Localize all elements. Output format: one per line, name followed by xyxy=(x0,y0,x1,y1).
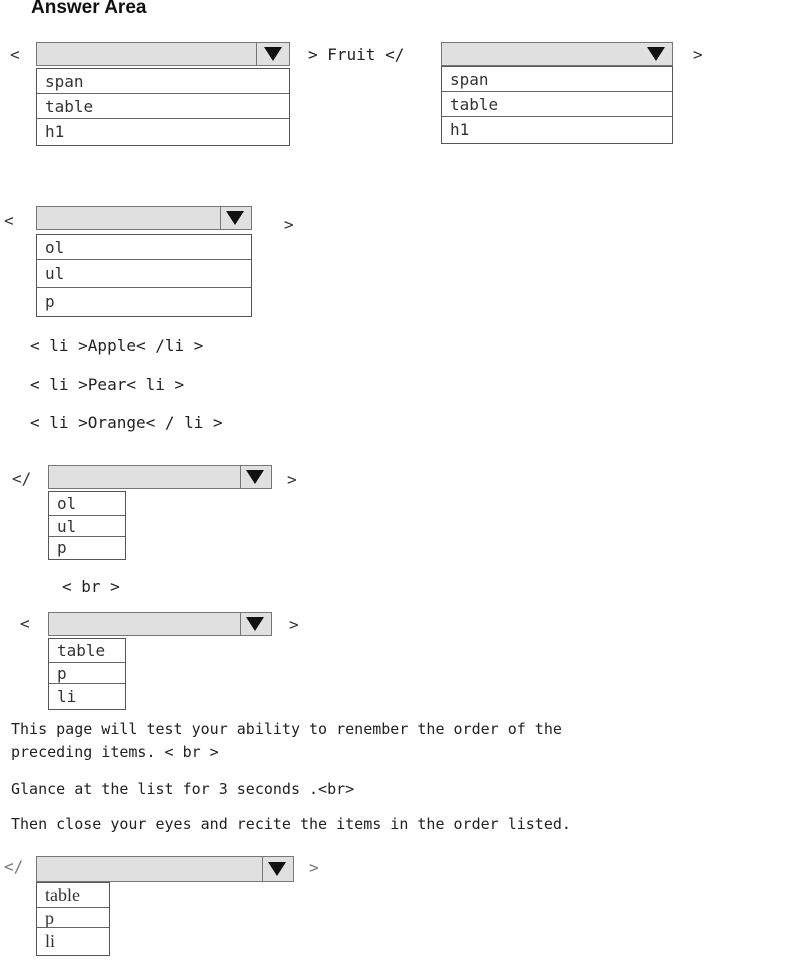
close-bracket: > xyxy=(284,215,294,234)
dropdown-option[interactable]: ul xyxy=(49,516,125,537)
br-line: < br > xyxy=(62,577,120,596)
chevron-down-icon[interactable] xyxy=(647,47,665,61)
li-orange-line: < li >Orange< / li > xyxy=(30,413,223,432)
paragraph-line-3: Glance at the list for 3 seconds .<br> xyxy=(11,780,355,798)
dropdown-option[interactable]: p xyxy=(37,908,109,928)
dropdown-header[interactable] xyxy=(36,42,290,66)
chevron-down-icon[interactable] xyxy=(268,862,286,876)
dropdown-option[interactable]: table xyxy=(49,639,125,663)
fruit-text: > Fruit </ xyxy=(308,45,405,64)
chevron-down-icon[interactable] xyxy=(246,617,264,631)
paragraph-line-2: preceding items. < br > xyxy=(11,743,219,761)
dropdown-separator xyxy=(240,612,241,636)
close-bracket: > xyxy=(309,858,319,877)
dropdown-option[interactable]: ol xyxy=(49,492,125,516)
dropdown-option[interactable]: li xyxy=(57,687,77,706)
dropdown-separator xyxy=(262,856,263,882)
dropdown-option[interactable]: h1 xyxy=(450,120,470,139)
dropdown-option[interactable]: p xyxy=(49,663,125,684)
dropdown-options xyxy=(48,638,126,710)
dropdown-header[interactable] xyxy=(48,612,272,636)
close-tag-bracket: </ xyxy=(4,857,24,876)
chevron-down-icon[interactable] xyxy=(246,470,264,484)
chevron-down-icon[interactable] xyxy=(264,47,282,61)
dropdown-options xyxy=(48,491,126,560)
dropdown-option[interactable]: p xyxy=(57,538,67,557)
dropdown-option[interactable]: table xyxy=(37,883,109,908)
open-bracket: < xyxy=(20,614,30,633)
dropdown-option[interactable]: table xyxy=(442,92,672,117)
dropdown-options xyxy=(36,234,252,317)
dropdown-separator xyxy=(240,465,241,489)
open-bracket: < xyxy=(10,45,20,64)
open-bracket: < xyxy=(4,211,14,230)
close-bracket: > xyxy=(287,470,297,489)
paragraph-line-4: Then close your eyes and recite the items in the order listed. xyxy=(11,815,571,833)
dropdown-separator xyxy=(220,206,221,230)
dropdown-option[interactable]: ul xyxy=(37,260,251,288)
dropdown-options xyxy=(36,882,110,956)
dropdown-header[interactable] xyxy=(441,42,673,66)
answer-area-title: Answer Area xyxy=(31,0,147,18)
dropdown-option[interactable]: table xyxy=(37,94,289,119)
dropdown-option[interactable]: ol xyxy=(37,235,251,260)
close-bracket: > xyxy=(289,615,299,634)
close-bracket: > xyxy=(693,45,703,64)
dropdown-option[interactable]: h1 xyxy=(45,122,65,141)
dropdown-option[interactable]: li xyxy=(45,931,56,951)
dropdown-separator xyxy=(256,42,257,66)
li-pear-line: < li >Pear< li > xyxy=(30,375,185,394)
dropdown-header[interactable] xyxy=(36,856,294,882)
dropdown-options xyxy=(441,66,673,144)
dropdown-option[interactable]: span xyxy=(37,69,289,94)
dropdown-options xyxy=(36,68,290,146)
li-apple-line: < li >Apple< /li > xyxy=(30,336,204,355)
paragraph-line-1: This page will test your ability to renember the order of the xyxy=(11,720,562,738)
chevron-down-icon[interactable] xyxy=(226,211,244,225)
dropdown-option[interactable]: p xyxy=(45,292,55,311)
dropdown-header[interactable] xyxy=(48,465,272,489)
close-tag-bracket: </ xyxy=(12,469,32,488)
dropdown-option[interactable]: span xyxy=(442,67,672,92)
